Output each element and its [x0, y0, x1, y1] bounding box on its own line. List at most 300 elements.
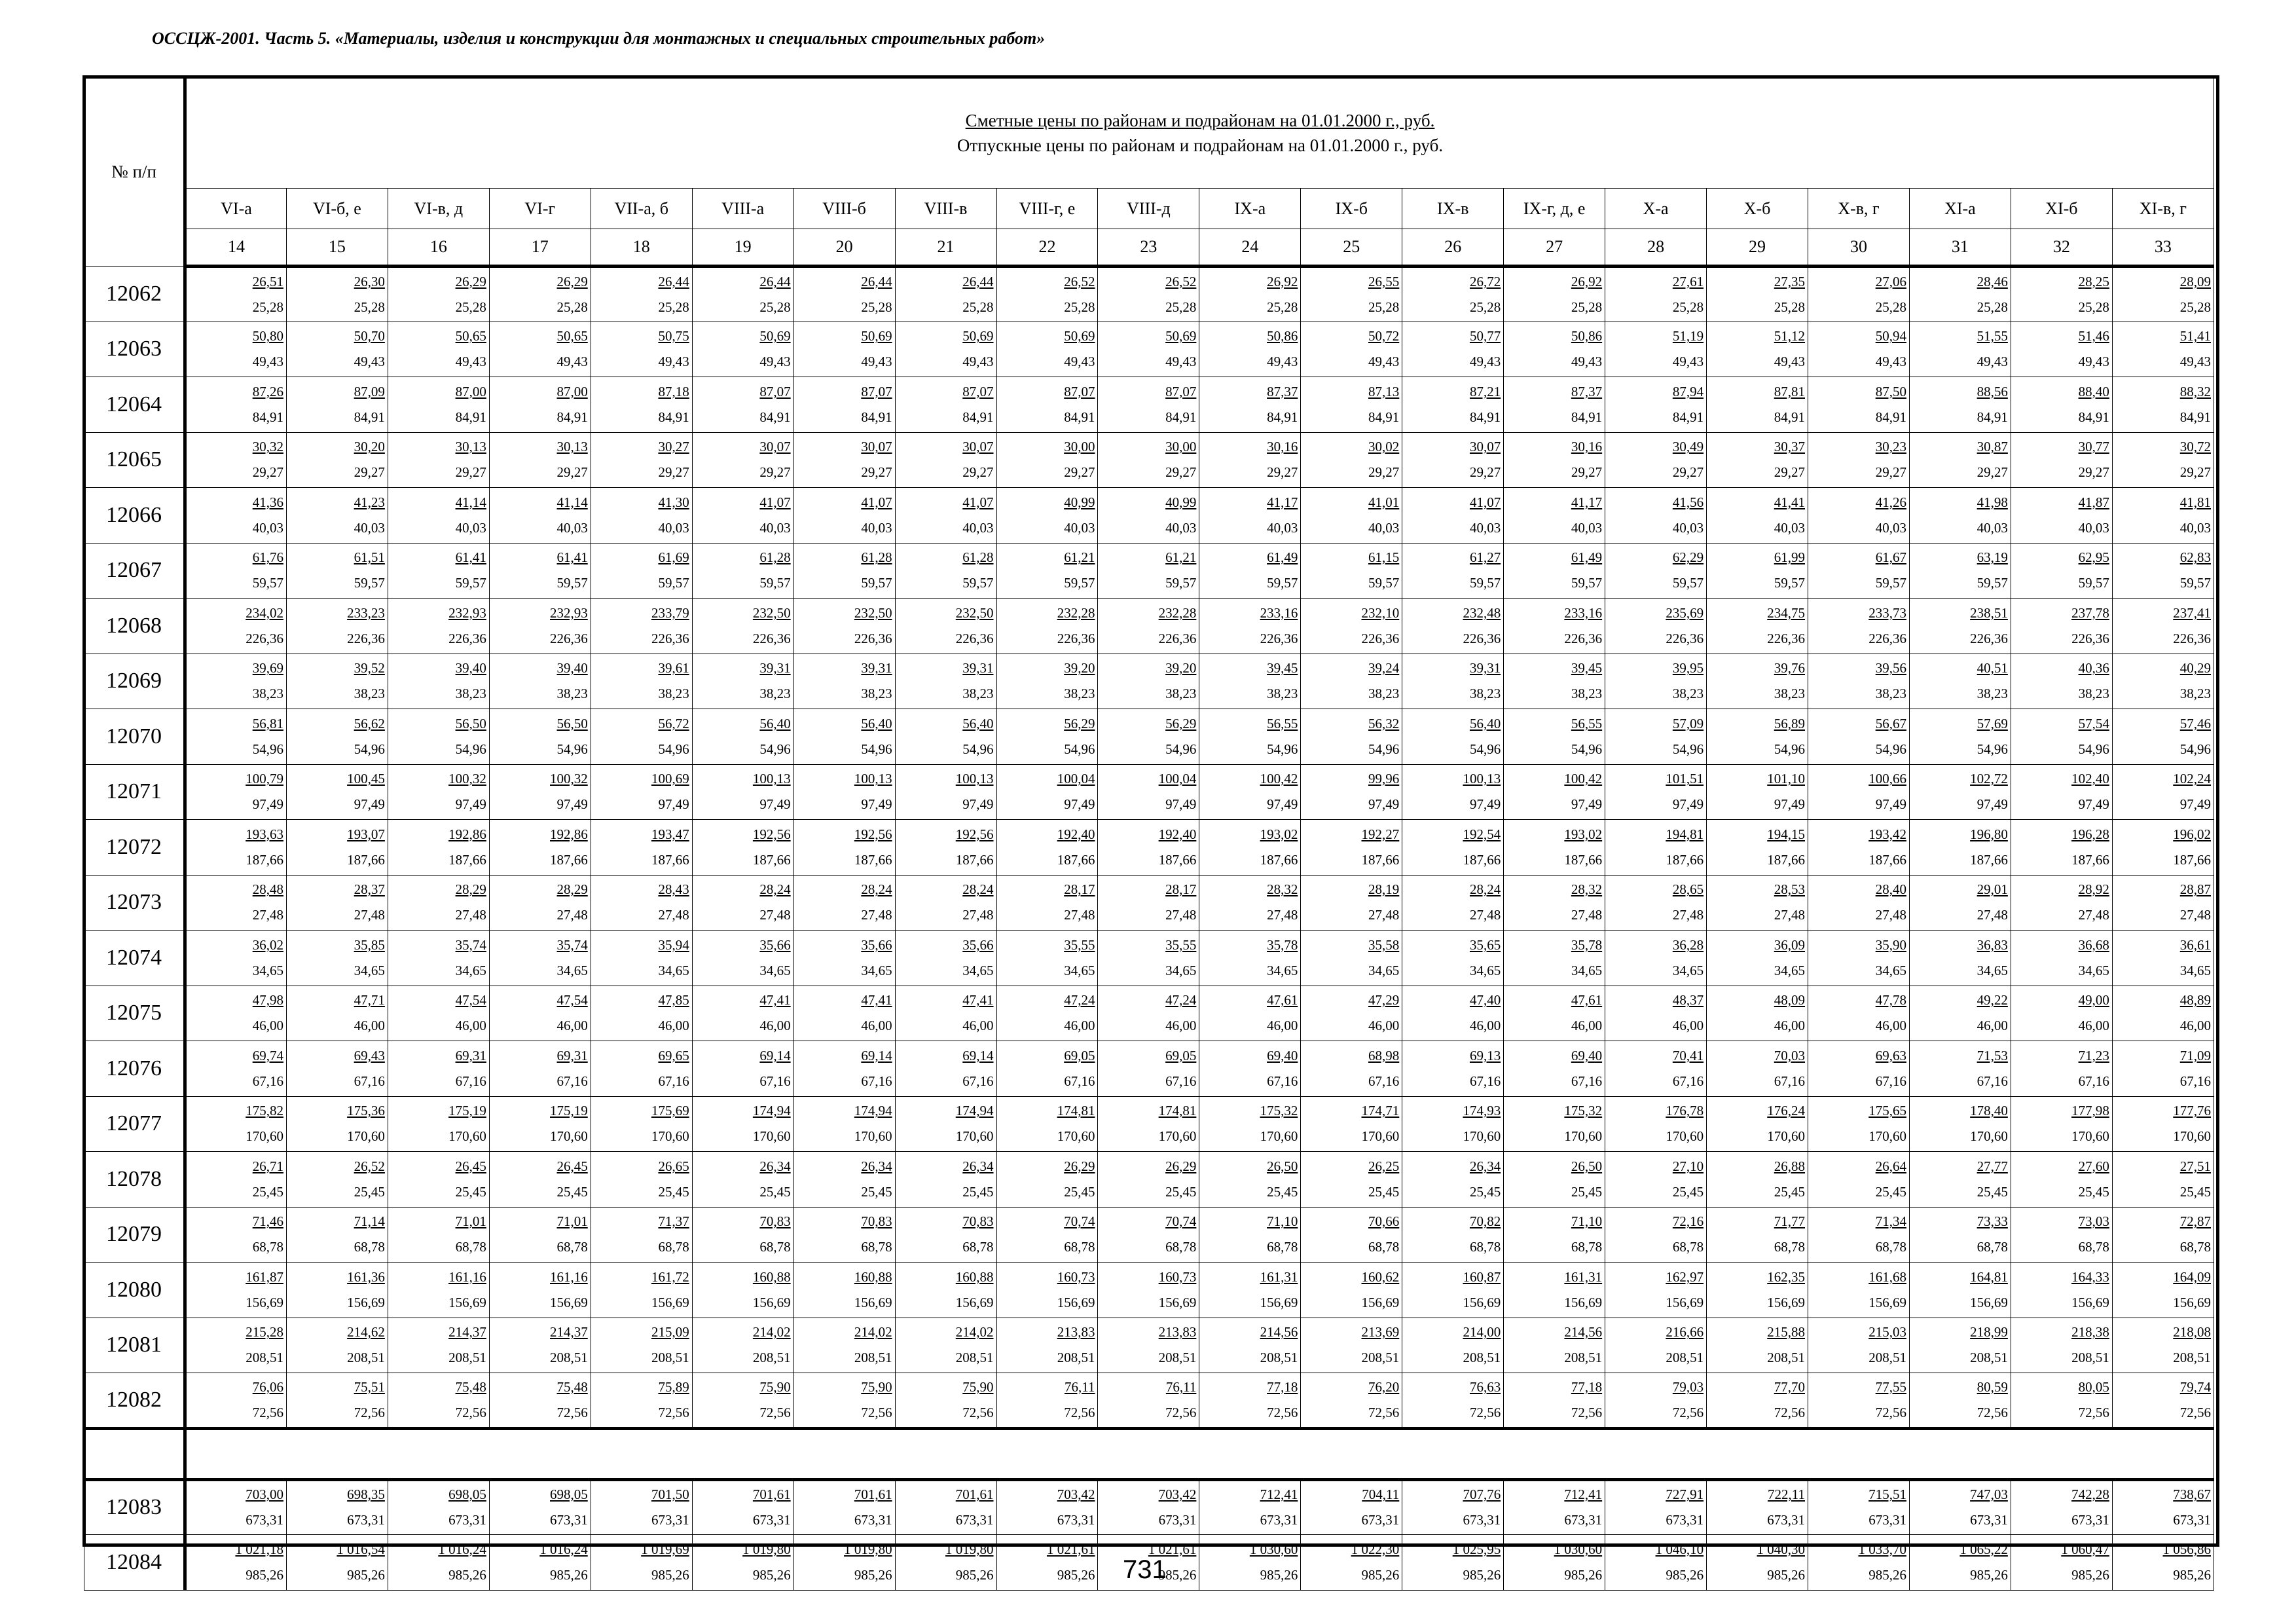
- release-price: 97,49: [1875, 796, 1906, 813]
- release-price: 46,00: [2179, 1018, 2211, 1034]
- price-cell: [1707, 599, 1808, 654]
- release-price: 40,03: [455, 519, 486, 536]
- release-price: 49,43: [556, 354, 588, 370]
- estimated-price: 49,22: [1977, 992, 2008, 1008]
- price-cell: [793, 543, 895, 599]
- estimated-price: 41,41: [1774, 494, 1805, 510]
- release-price: 68,78: [1165, 1239, 1197, 1255]
- price-cell: [1909, 986, 2011, 1041]
- release-price: 187,66: [1057, 851, 1095, 868]
- release-price: 25,28: [962, 299, 994, 315]
- column-number: 14: [185, 229, 287, 267]
- release-price: 38,23: [1977, 686, 2008, 702]
- price-cell: [793, 1318, 895, 1373]
- release-price: 673,31: [1868, 1512, 1906, 1528]
- estimated-price: 237,78: [2071, 604, 2109, 621]
- release-price: 29,27: [1267, 464, 1298, 481]
- release-price: 38,23: [658, 686, 689, 702]
- price-cell: [2112, 488, 2214, 544]
- estimated-price: 28,17: [1064, 881, 1095, 898]
- price-cell: [692, 488, 793, 544]
- price-cell: [1098, 599, 1199, 654]
- release-price: 226,36: [1970, 630, 2008, 646]
- price-cell: [2112, 764, 2214, 820]
- price-header: [185, 77, 2214, 189]
- release-price: 187,66: [1158, 851, 1197, 868]
- price-cell: [692, 432, 793, 488]
- estimated-price: 28,24: [1469, 881, 1501, 898]
- estimated-price: 232,50: [752, 604, 791, 621]
- release-price: 68,78: [861, 1239, 892, 1255]
- column-header: XI-а: [1909, 189, 2011, 229]
- price-cell: [388, 599, 489, 654]
- release-price: 27,48: [1368, 907, 1400, 923]
- estimated-price: 26,44: [759, 273, 791, 289]
- release-price: 170,60: [1158, 1128, 1197, 1145]
- estimated-price: 215,88: [1767, 1324, 1805, 1340]
- row-number: 12072: [84, 820, 185, 876]
- release-price: 49,43: [1774, 354, 1805, 370]
- estimated-price: 30,37: [1774, 439, 1805, 455]
- estimated-price: 71,46: [252, 1213, 283, 1230]
- price-cell: [1098, 1373, 1199, 1429]
- price-cell: [1098, 377, 1199, 433]
- price-cell: [489, 543, 591, 599]
- price-cell: [793, 1535, 895, 1591]
- release-price: 25,45: [1165, 1183, 1197, 1200]
- price-cell: [2011, 1318, 2112, 1373]
- price-cell: [388, 488, 489, 544]
- price-cell: [1808, 1041, 1910, 1097]
- release-price: 46,00: [1064, 1018, 1095, 1034]
- price-cell: [1402, 1373, 1504, 1429]
- price-cell: [895, 654, 996, 709]
- row-number: 12082: [84, 1373, 185, 1429]
- estimated-price: 193,07: [347, 826, 385, 842]
- release-price: 156,69: [2071, 1294, 2109, 1310]
- estimated-price: 30,00: [1064, 439, 1095, 455]
- price-cell: [489, 377, 591, 433]
- estimated-price: 28,24: [759, 881, 791, 898]
- estimated-price: 41,07: [962, 494, 994, 510]
- estimated-price: 174,94: [955, 1103, 994, 1119]
- estimated-price: 26,44: [658, 273, 689, 289]
- price-cell: [591, 267, 692, 322]
- release-price: 72,56: [1469, 1404, 1501, 1420]
- price-cell: [895, 764, 996, 820]
- column-number: 30: [1808, 229, 1910, 267]
- price-cell: [2112, 709, 2214, 765]
- price-cell: [1605, 764, 1707, 820]
- price-cell: [1808, 1152, 1910, 1208]
- row-number: 12081: [84, 1318, 185, 1373]
- price-cell: [591, 709, 692, 765]
- release-price: 156,69: [1057, 1294, 1095, 1310]
- release-price: 67,16: [658, 1073, 689, 1089]
- release-price: 170,60: [2173, 1128, 2211, 1145]
- estimated-price: 40,36: [2078, 660, 2109, 676]
- release-price: 72,56: [1267, 1404, 1298, 1420]
- release-price: 29,27: [1875, 464, 1906, 481]
- estimated-price: 100,42: [1564, 771, 1603, 787]
- price-cell: [996, 1152, 1098, 1208]
- estimated-price: 193,02: [1564, 826, 1603, 842]
- estimated-price: 707,76: [1463, 1486, 1501, 1503]
- estimated-price: 61,28: [861, 549, 892, 566]
- price-cell: [1605, 267, 1707, 322]
- estimated-price: 56,55: [1571, 715, 1603, 731]
- price-cell: [996, 1263, 1098, 1318]
- release-price: 72,56: [962, 1404, 994, 1420]
- estimated-price: 39,45: [1571, 660, 1603, 676]
- release-price: 72,56: [1977, 1404, 2008, 1420]
- column-header: VI-б, е: [286, 189, 388, 229]
- estimated-price: 160,87: [1463, 1268, 1501, 1285]
- release-price: 25,28: [658, 299, 689, 315]
- price-cell: [1098, 986, 1199, 1041]
- price-cell: [2011, 1096, 2112, 1152]
- release-price: 985,26: [651, 1566, 689, 1583]
- estimated-price: 62,83: [2179, 549, 2211, 566]
- release-price: 25,28: [2078, 299, 2109, 315]
- release-price: 170,60: [1970, 1128, 2008, 1145]
- estimated-price: 214,02: [955, 1324, 994, 1340]
- price-cell: [286, 931, 388, 986]
- release-price: 54,96: [1064, 741, 1095, 757]
- release-price: 97,49: [455, 796, 486, 813]
- price-cell: [1098, 432, 1199, 488]
- release-price: 208,51: [1970, 1350, 2008, 1366]
- estimated-price: 161,16: [550, 1268, 588, 1285]
- price-cell: [895, 322, 996, 377]
- release-price: 985,26: [1564, 1566, 1603, 1583]
- column-number: 31: [1909, 229, 2011, 267]
- price-cell: [388, 654, 489, 709]
- estimated-price: 28,43: [658, 881, 689, 898]
- release-price: 40,03: [1064, 519, 1095, 536]
- price-cell: [286, 1535, 388, 1591]
- release-price: 27,48: [2179, 907, 2211, 923]
- release-price: 34,65: [759, 962, 791, 978]
- release-price: 59,57: [1672, 575, 1704, 591]
- table-row: [84, 432, 2214, 488]
- release-price: 49,43: [2078, 354, 2109, 370]
- price-cell: [1301, 377, 1402, 433]
- release-price: 156,69: [955, 1294, 994, 1310]
- price-cell: [895, 488, 996, 544]
- price-cell: [1402, 875, 1504, 931]
- estimated-price: 77,18: [1571, 1378, 1603, 1395]
- release-price: 226,36: [1057, 630, 1095, 646]
- release-price: 46,00: [1571, 1018, 1603, 1034]
- release-price: 226,36: [1158, 630, 1197, 646]
- price-cell: [1707, 709, 1808, 765]
- estimated-price: 39,31: [759, 660, 791, 676]
- release-price: 54,96: [759, 741, 791, 757]
- price-cell: [1504, 764, 1605, 820]
- estimated-price: 39,40: [556, 660, 588, 676]
- estimated-price: 50,69: [759, 328, 791, 344]
- estimated-price: 40,29: [2179, 660, 2211, 676]
- release-price: 40,03: [1977, 519, 2008, 536]
- estimated-price: 100,13: [752, 771, 791, 787]
- estimated-price: 26,45: [556, 1158, 588, 1174]
- estimated-price: 28,87: [2179, 881, 2211, 898]
- price-cell: [996, 1535, 1098, 1591]
- price-cell: [286, 488, 388, 544]
- row-number: 12076: [84, 1041, 185, 1097]
- column-header: IX-а: [1199, 189, 1301, 229]
- release-price: 34,65: [2078, 962, 2109, 978]
- estimated-price: 36,68: [2078, 936, 2109, 953]
- release-price: 985,26: [1767, 1566, 1805, 1583]
- price-cell: [185, 931, 287, 986]
- price-cell: [185, 432, 287, 488]
- price-cell: [692, 764, 793, 820]
- column-header: XI-в, г: [2112, 189, 2214, 229]
- price-cell: [996, 764, 1098, 820]
- release-price: 54,96: [2078, 741, 2109, 757]
- price-cell: [1504, 1318, 1605, 1373]
- estimated-price: 27,60: [2078, 1158, 2109, 1174]
- release-price: 54,96: [1368, 741, 1400, 757]
- release-price: 68,78: [1672, 1239, 1704, 1255]
- estimated-price: 27,51: [2179, 1158, 2211, 1174]
- estimated-price: 26,88: [1774, 1158, 1805, 1174]
- release-price: 49,43: [1064, 354, 1095, 370]
- price-cell: [895, 1152, 996, 1208]
- row-number: 12074: [84, 931, 185, 986]
- price-cell: [1707, 820, 1808, 876]
- price-cell: [185, 764, 287, 820]
- release-price: 25,28: [354, 299, 385, 315]
- release-price: 170,60: [651, 1128, 689, 1145]
- release-price: 97,49: [1672, 796, 1704, 813]
- price-cell: [286, 654, 388, 709]
- release-price: 34,65: [1774, 962, 1805, 978]
- estimated-price: 47,71: [354, 992, 385, 1008]
- column-number: 20: [793, 229, 895, 267]
- estimated-price: 216,66: [1666, 1324, 1704, 1340]
- estimated-price: 28,29: [455, 881, 486, 898]
- release-price: 27,48: [1977, 907, 2008, 923]
- estimated-price: 56,62: [354, 715, 385, 731]
- price-cell: [1402, 322, 1504, 377]
- estimated-price: 712,41: [1564, 1486, 1603, 1503]
- release-price: 170,60: [752, 1128, 791, 1145]
- estimated-price: 77,70: [1774, 1378, 1805, 1395]
- price-cell: [1707, 1373, 1808, 1429]
- estimated-price: 214,02: [752, 1324, 791, 1340]
- release-price: 67,16: [962, 1073, 994, 1089]
- estimated-price: 35,66: [962, 936, 994, 953]
- estimated-price: 39,45: [1267, 660, 1298, 676]
- price-cell: [1909, 488, 2011, 544]
- release-price: 59,57: [1469, 575, 1501, 591]
- price-cell: [2112, 1535, 2214, 1591]
- estimated-price: 28,32: [1571, 881, 1603, 898]
- release-price: 25,28: [1571, 299, 1603, 315]
- price-cell: [1504, 1152, 1605, 1208]
- estimated-price: 26,50: [1571, 1158, 1603, 1174]
- price-cell: [1707, 488, 1808, 544]
- release-price: 59,57: [1875, 575, 1906, 591]
- release-price: 54,96: [556, 741, 588, 757]
- estimated-price: 28,37: [354, 881, 385, 898]
- release-price: 34,65: [861, 962, 892, 978]
- release-price: 68,78: [556, 1239, 588, 1255]
- release-price: 25,28: [2179, 299, 2211, 315]
- estimated-price: 61,41: [455, 549, 486, 566]
- estimated-price: 175,36: [347, 1103, 385, 1119]
- table-row: [84, 1263, 2214, 1318]
- release-price: 29,27: [1977, 464, 2008, 481]
- estimated-price: 715,51: [1868, 1486, 1906, 1503]
- price-cell: [591, 1096, 692, 1152]
- estimated-price: 50,65: [556, 328, 588, 344]
- estimated-price: 50,69: [861, 328, 892, 344]
- release-price: 84,91: [962, 409, 994, 425]
- price-cell: [388, 1263, 489, 1318]
- estimated-price: 35,55: [1064, 936, 1095, 953]
- price-cell: [1605, 1535, 1707, 1591]
- price-cell: [388, 875, 489, 931]
- release-price: 67,16: [354, 1073, 385, 1089]
- estimated-price: 26,51: [252, 273, 283, 289]
- estimated-price: 39,31: [1469, 660, 1501, 676]
- price-cell: [1707, 931, 1808, 986]
- release-price: 25,45: [556, 1183, 588, 1200]
- table-row: [84, 654, 2214, 709]
- estimated-price: 174,81: [1158, 1103, 1197, 1119]
- estimated-price: 30,07: [861, 439, 892, 455]
- row-number: 12066: [84, 488, 185, 544]
- table-row: [84, 1318, 2214, 1373]
- release-price: 38,23: [759, 686, 791, 702]
- estimated-price: 50,86: [1571, 328, 1603, 344]
- estimated-price: 218,99: [1970, 1324, 2008, 1340]
- release-price: 25,28: [1368, 299, 1400, 315]
- estimated-price: 30,77: [2078, 439, 2109, 455]
- estimated-price: 1 016,24: [539, 1541, 588, 1557]
- price-cell: [1402, 986, 1504, 1041]
- estimated-price: 237,41: [2173, 604, 2211, 621]
- price-cell: [2112, 543, 2214, 599]
- estimated-price: 39,31: [861, 660, 892, 676]
- price-cell: [1301, 931, 1402, 986]
- release-price: 29,27: [1469, 464, 1501, 481]
- price-cell: [1605, 820, 1707, 876]
- release-price: 27,48: [861, 907, 892, 923]
- release-price: 27,48: [1165, 907, 1197, 923]
- estimated-price: 215,09: [651, 1324, 689, 1340]
- estimated-price: 41,30: [658, 494, 689, 510]
- estimated-price: 30,16: [1571, 439, 1603, 455]
- price-cell: [388, 1318, 489, 1373]
- price-cell: [1909, 377, 2011, 433]
- column-header: VIII-г, е: [996, 189, 1098, 229]
- estimated-price: 30,13: [455, 439, 486, 455]
- row-number: 12075: [84, 986, 185, 1041]
- estimated-price: 26,34: [861, 1158, 892, 1174]
- estimated-price: 56,40: [1469, 715, 1501, 731]
- release-price: 54,96: [1165, 741, 1197, 757]
- release-price: 84,91: [759, 409, 791, 425]
- price-cell: [1098, 1263, 1199, 1318]
- estimated-price: 214,00: [1463, 1324, 1501, 1340]
- estimated-price: 218,38: [2071, 1324, 2109, 1340]
- release-price: 985,26: [347, 1566, 385, 1583]
- price-cell: [1301, 820, 1402, 876]
- release-price: 673,31: [2173, 1512, 2211, 1528]
- row-number: 12077: [84, 1096, 185, 1152]
- release-price: 40,03: [556, 519, 588, 536]
- release-price: 59,57: [1267, 575, 1298, 591]
- release-price: 985,26: [1158, 1566, 1197, 1583]
- price-cell: [1707, 654, 1808, 709]
- estimated-price: 61,41: [556, 549, 588, 566]
- release-price: 27,48: [354, 907, 385, 923]
- estimated-price: 175,65: [1868, 1103, 1906, 1119]
- release-price: 673,31: [854, 1512, 892, 1528]
- release-price: 49,43: [1875, 354, 1906, 370]
- price-cell: [286, 1318, 388, 1373]
- release-price: 29,27: [354, 464, 385, 481]
- release-price: 673,31: [1057, 1512, 1095, 1528]
- release-price: 49,43: [1977, 354, 2008, 370]
- release-price: 226,36: [752, 630, 791, 646]
- release-price: 72,56: [455, 1404, 486, 1420]
- price-cell: [2011, 875, 2112, 931]
- release-price: 84,91: [1469, 409, 1501, 425]
- release-price: 27,48: [658, 907, 689, 923]
- price-cell: [1199, 1263, 1301, 1318]
- price-cell: [1707, 1096, 1808, 1152]
- release-price: 29,27: [252, 464, 283, 481]
- release-price: 985,26: [1057, 1566, 1095, 1583]
- price-cell: [489, 931, 591, 986]
- estimated-price: 175,19: [448, 1103, 486, 1119]
- price-cell: [1707, 267, 1808, 322]
- estimated-price: 40,99: [1064, 494, 1095, 510]
- release-price: 673,31: [448, 1512, 486, 1528]
- price-cell: [2011, 1263, 2112, 1318]
- estimated-price: 178,40: [1970, 1103, 2008, 1119]
- price-cell: [2112, 654, 2214, 709]
- estimated-price: 100,13: [955, 771, 994, 787]
- price-cell: [1199, 1152, 1301, 1208]
- release-price: 84,91: [1165, 409, 1197, 425]
- price-cell: [2112, 1318, 2214, 1373]
- estimated-price: 50,65: [455, 328, 486, 344]
- price-cell: [388, 432, 489, 488]
- release-price: 25,45: [455, 1183, 486, 1200]
- estimated-price: 214,37: [550, 1324, 588, 1340]
- release-price: 40,03: [2078, 519, 2109, 536]
- price-cell: [692, 654, 793, 709]
- price-cell: [1605, 709, 1707, 765]
- estimated-price: 27,77: [1977, 1158, 2008, 1174]
- price-cell: [1199, 1096, 1301, 1152]
- release-price: 54,96: [658, 741, 689, 757]
- price-cell: [2011, 1152, 2112, 1208]
- estimated-price: 161,16: [448, 1268, 486, 1285]
- release-price: 40,03: [1469, 519, 1501, 536]
- estimated-price: 71,14: [354, 1213, 385, 1230]
- estimated-price: 87,07: [861, 383, 892, 399]
- price-cell: [895, 1207, 996, 1263]
- price-cell: [2112, 875, 2214, 931]
